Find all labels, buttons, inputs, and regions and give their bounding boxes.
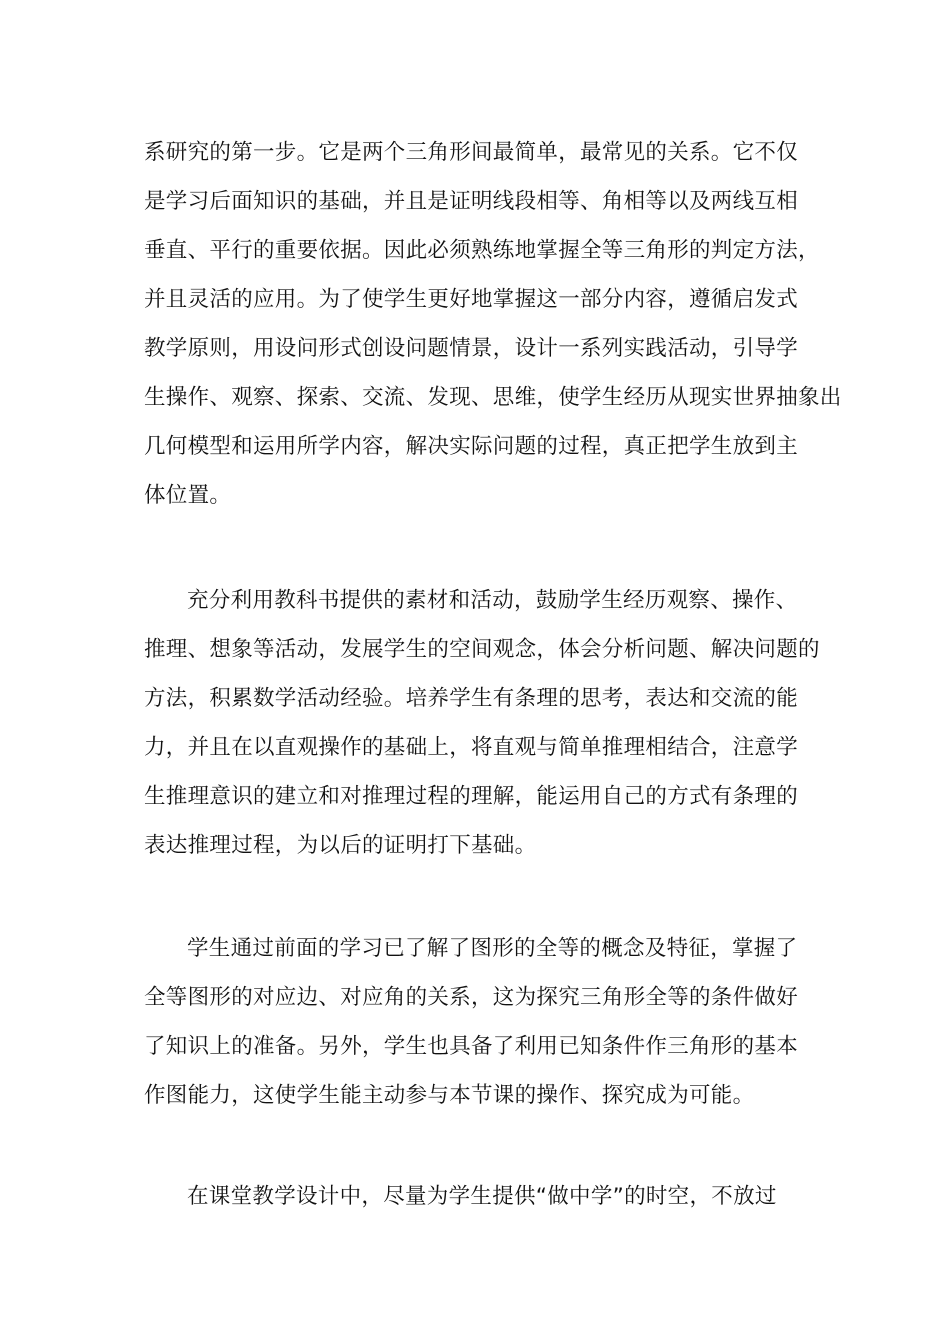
paragraph-3 (144, 924, 816, 1120)
text-line: 体位置。 (144, 483, 232, 508)
text-line: 生操作、观察、探索、交流、发现、思维，使学生经历从现实世界抽象出 (144, 385, 842, 410)
text-line: 学生通过前面的学习已了解了图形的全等的概念及特征，掌握了 (187, 936, 798, 961)
text-line: 是学习后面知识的基础，并且是证明线段相等、角相等以及两线互相 (144, 189, 799, 214)
text-line: 推理、想象等活动，发展学生的空间观念，体会分析问题、解决问题的 (144, 637, 820, 662)
text-line: 全等图形的对应边、对应角的关系，这为探究三角形全等的条件做好 (144, 985, 799, 1010)
text-line: 垂直、平行的重要依据。因此必须熟练地掌握全等三角形的判定方法， (144, 238, 820, 263)
text-line: 充分利用教科书提供的素材和活动，鼓励学生经历观察、操作、 (187, 588, 798, 613)
paragraph-2 (144, 576, 820, 870)
text-line: 方法，积累数学活动经验。培养学生有条理的思考，表达和交流的能 (144, 686, 799, 711)
text-line: 表达推理过程，为以后的证明打下基础。 (144, 833, 537, 858)
paragraph-1 (144, 128, 842, 520)
text-line: 在课堂教学设计中，尽量为学生提供“做中学”的时空，不放过 (187, 1184, 777, 1209)
text-line: 教学原则，用设问形式创设问题情景，设计一系列实践活动，引导学 (144, 336, 799, 361)
text-line: 系研究的第一步。它是两个三角形间最简单，最常见的关系。它不仅 (144, 140, 799, 165)
text-line: 并且灵活的应用。为了使学生更好地掌握这一部分内容，遵循启发式 (144, 287, 799, 312)
text-line: 作图能力，这使学生能主动参与本节课的操作、探究成为可能。 (144, 1083, 755, 1108)
text-line: 几何模型和运用所学内容，解决实际问题的过程，真正把学生放到主 (144, 434, 799, 459)
text-line: 生推理意识的建立和对推理过程的理解，能运用自己的方式有条理的 (144, 784, 799, 809)
text-line: 力，并且在以直观操作的基础上，将直观与简单推理相结合，注意学 (144, 735, 799, 760)
text-line: 了知识上的准备。另外，学生也具备了利用已知条件作三角形的基本 (144, 1034, 799, 1059)
paragraph-4 (144, 1172, 816, 1221)
